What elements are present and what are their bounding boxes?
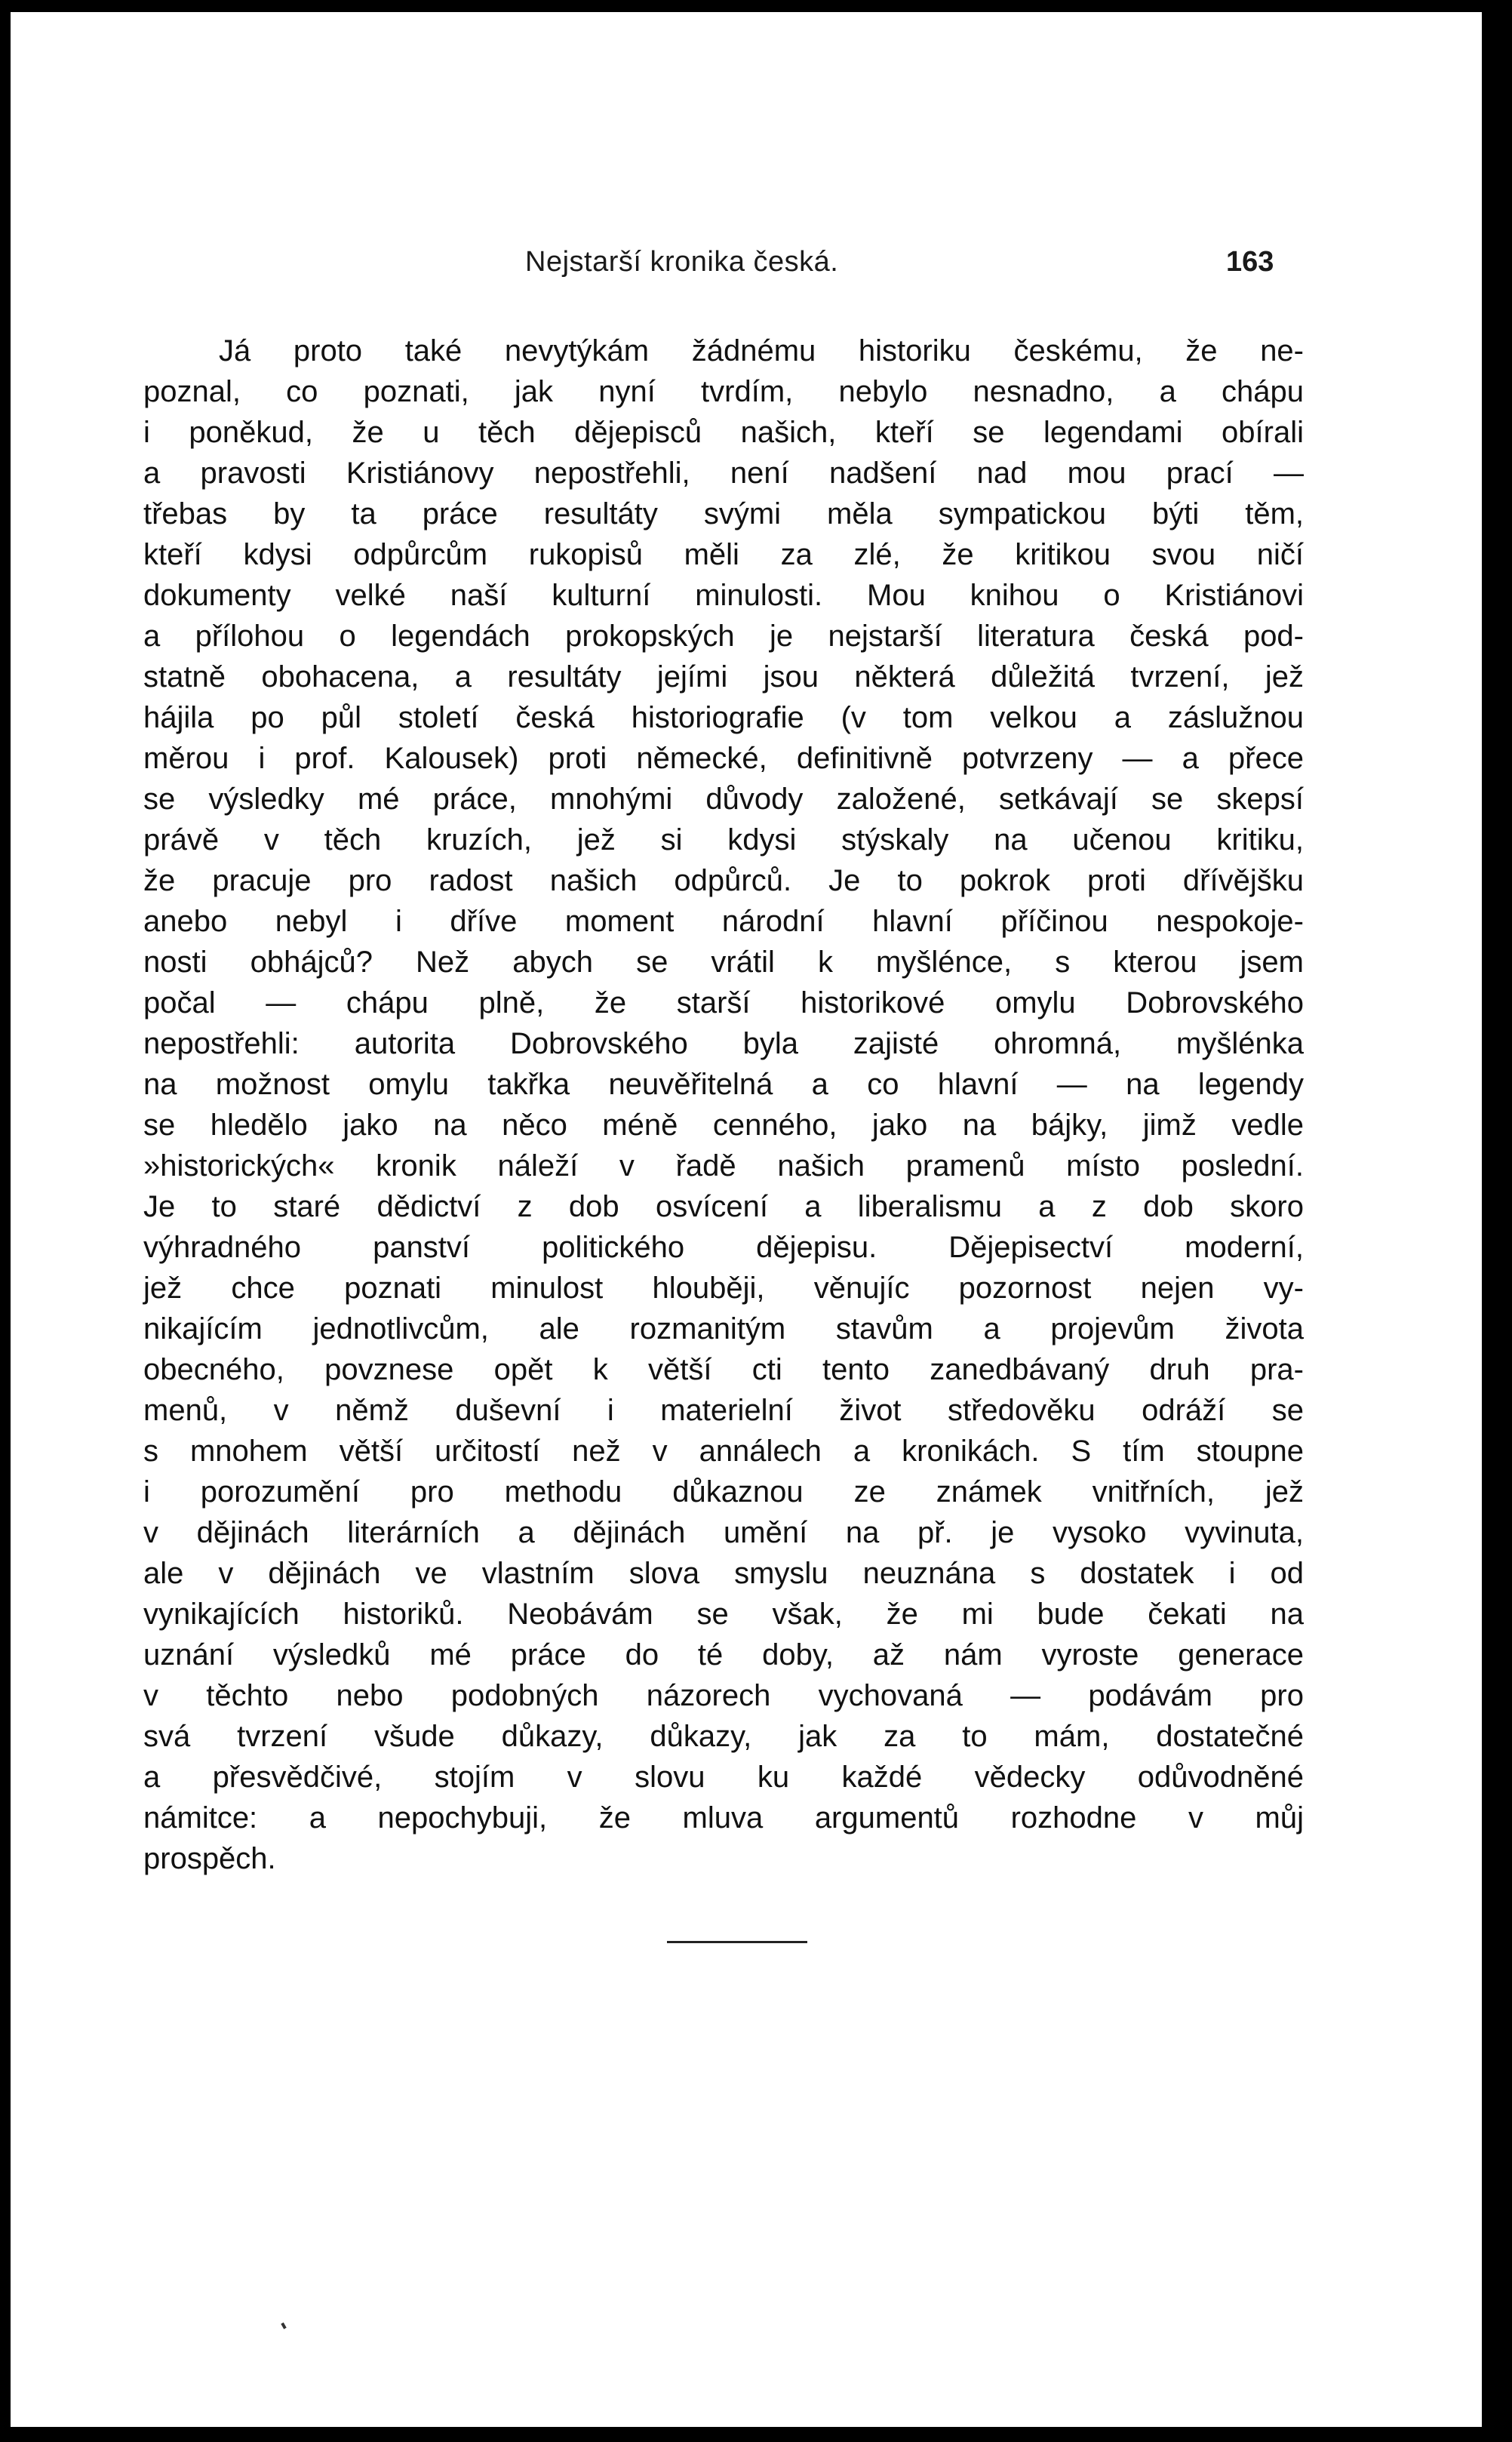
page-number: 163 <box>1226 246 1274 278</box>
scan-speck <box>281 2323 286 2330</box>
text-line: poznal, co poznati, jak nyní tvrdím, nebylo nesnadno, a chápu <box>143 375 1304 408</box>
text-line: Já proto také nevytýkám žádnému historiku českému, že ne- <box>219 334 1304 368</box>
text-line: námitce: a nepochybuji, že mluva argumentů rozhodne v můj <box>143 1801 1304 1835</box>
text-line: menů, v němž duševní i materielní život středověku odráží se <box>143 1394 1304 1427</box>
text-line: počal — chápu plně, že starší historikové omylu Dobrovského <box>143 986 1304 1020</box>
text-line: třebas by ta práce resultáty svými měla sympatickou býti těm, <box>143 497 1304 531</box>
text-line: ale v dějinách ve vlastním slova smyslu neuznána s dostatek i od <box>143 1557 1304 1590</box>
text-line: dokumenty velké naší kulturní minulosti. Mou knihou o Kristiánovi <box>143 579 1304 612</box>
text-line: nikajícím jednotlivcům, ale rozmanitým stavům a projevům života <box>143 1312 1304 1346</box>
text-line: svá tvrzení všude důkazy, důkazy, jak za to mám, dostatečné <box>143 1720 1304 1753</box>
text-line: i poněkud, že u těch dějepisců našich, kteří se legendami obírali <box>143 416 1304 449</box>
text-line: jež chce poznati minulost hlouběji, věnujíc pozornost nejen vy- <box>143 1272 1304 1305</box>
text-line: i porozumění pro methodu důkaznou ze známek vnitřních, jež <box>143 1475 1304 1509</box>
text-line: že pracuje pro radost našich odpůrců. Je to pokrok proti dřívějšku <box>143 864 1304 897</box>
text-line: a přesvědčivé, stojím v slovu ku každé vědecky odůvodněné <box>143 1761 1304 1794</box>
text-line: prospěch. <box>143 1842 276 1875</box>
text-line: nepostřehli: autorita Dobrovského byla zajisté ohromná, myšlénka <box>143 1027 1304 1060</box>
text-line: nosti obhájců? Než abych se vrátil k myšlénce, s kterou jsem <box>143 946 1304 979</box>
text-line: anebo nebyl i dříve moment národní hlavní příčinou nespokoje- <box>143 905 1304 938</box>
book-page <box>11 12 1482 2427</box>
text-line: obecného, povznese opět k větší cti tento zanedbávaný druh pra- <box>143 1353 1304 1386</box>
section-end-rule <box>667 1941 807 1943</box>
scan-border <box>1482 0 1512 2442</box>
text-line: v těchto nebo podobných názorech vychovaná — podávám pro <box>143 1679 1304 1712</box>
text-line: a pravosti Kristiánovy nepostřehli, není nadšení nad mou prací — <box>143 457 1304 490</box>
text-line: uznání výsledků mé práce do té doby, až nám vyroste generace <box>143 1638 1304 1672</box>
text-line: výhradného panství politického dějepisu. Dějepisectví moderní, <box>143 1231 1304 1264</box>
page-header <box>11 246 1482 291</box>
text-line: vynikajících historiků. Neobávám se však, že mi bude čekati na <box>143 1598 1304 1631</box>
text-line: hájila po půl století česká historiografie (v tom velkou a záslužnou <box>143 701 1304 734</box>
text-line: statně obohacena, a resultáty jejími jsou některá důležitá tvrzení, jež <box>143 660 1304 694</box>
text-line: kteří kdysi odpůrcům rukopisů měli za zlé, že kritikou svou ničí <box>143 538 1304 571</box>
text-line: právě v těch kruzích, jež si kdysi stýskaly na učenou kritiku, <box>143 823 1304 857</box>
text-line: v dějinách literárních a dějinách umění na př. je vysoko vyvinuta, <box>143 1516 1304 1549</box>
text-line: s mnohem větší určitostí než v annálech a kronikách. S tím stoupne <box>143 1435 1304 1468</box>
text-line: »historických« kronik náleží v řadě našich pramenů místo poslední. <box>143 1149 1304 1183</box>
text-line: a přílohou o legendách prokopských je nejstarší literatura česká pod- <box>143 620 1304 653</box>
text-line: na možnost omylu takřka neuvěřitelná a co hlavní — na legendy <box>143 1068 1304 1101</box>
text-line: měrou i prof. Kalousek) proti německé, definitivně potvrzeny — a přece <box>143 742 1304 775</box>
body-paragraph <box>143 331 1304 1879</box>
text-line: se hledělo jako na něco méně cenného, jako na bájky, jimž vedle <box>143 1109 1304 1142</box>
text-line: Je to staré dědictví z dob osvícení a liberalismu a z dob skoro <box>143 1190 1304 1223</box>
running-title: Nejstarší kronika česká. <box>525 246 839 278</box>
text-line: se výsledky mé práce, mnohými důvody založené, setkávají se skepsí <box>143 783 1304 816</box>
